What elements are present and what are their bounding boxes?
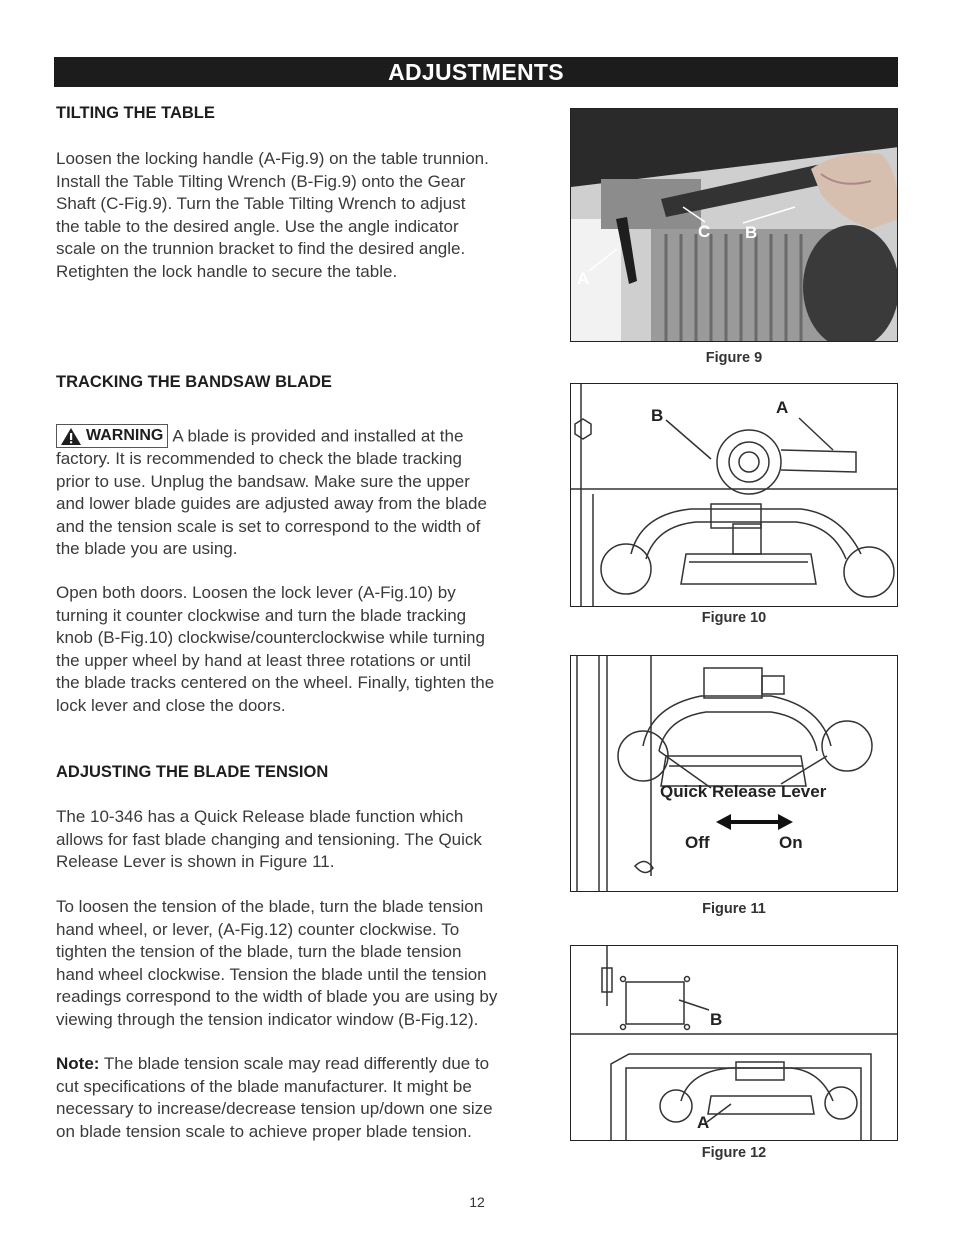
figure-10-caption: Figure 10 (701, 610, 767, 626)
fig11-on-label: On (779, 833, 803, 852)
text-line: tighten the tension of the blade, turn the blade tension (56, 942, 462, 961)
text-line: hand wheel, or lever, (A-Fig.12) counter clockwise. To (56, 919, 460, 939)
text-line: knob (B-Fig.10) clockwise/counterclockwise while turning (56, 628, 485, 647)
page-number: 12 (469, 1194, 485, 1210)
text-line: The blade tension scale may read differently due to (103, 1054, 490, 1073)
text-line: necessary to increase/decrease tension up/down one size (56, 1099, 493, 1118)
text-line: allows for fast blade changing and tensioning. The Quick (56, 829, 482, 849)
tracking-heading: TRACKING THE BANDSAW BLADE (56, 373, 332, 391)
warning-label: WARNING (86, 426, 164, 444)
fig10-label-a: A (776, 398, 789, 417)
section-header-bar (54, 57, 898, 87)
blade-tracking-knob-illustration (571, 384, 898, 607)
warning-triangle-icon (60, 427, 82, 446)
text-line: Shaft (C-Fig.9). Turn the Table Tilting Wrench to adjust (56, 194, 466, 213)
text-line: Retighten the lock handle to secure the table. (56, 261, 398, 281)
text-line: and the tension scale is set to correspond to the width of (56, 516, 481, 536)
fig10-label-b: B (651, 406, 664, 425)
text-line: Open both doors. Loosen the lock lever (A-Fig.10) by (56, 583, 456, 602)
tracking-paragraph (56, 582, 546, 717)
text-line: the blade you are using. (56, 539, 238, 558)
text-line: lock lever and close the doors. (56, 695, 286, 715)
blade-tension-illustration (571, 946, 898, 1141)
tension-note (56, 1053, 546, 1143)
figure-10-drawing (570, 383, 898, 607)
text-line: prior to use. Unplug the bandsaw. Make sure the upper (56, 471, 470, 491)
text-line: To loosen the tension of the blade, turn the blade tension (56, 897, 484, 916)
text-line: The 10-346 has a Quick Release blade function which (56, 807, 464, 826)
text-line: and lower blade guides are adjusted away from the blade (56, 494, 487, 513)
fig12-label-a: A (697, 1113, 710, 1132)
text-line: the table to the desired angle. Use the angle indicator (56, 216, 459, 236)
text-line: readings correspond to the width of blade you are using by (56, 987, 498, 1006)
fig12-label-b: B (710, 1010, 723, 1029)
warning-first-line (56, 424, 546, 448)
text-line: cut specifications of the blade manufacturer. It might be (56, 1076, 472, 1096)
figure-11-drawing (570, 655, 898, 892)
figure-12-drawing (570, 945, 898, 1141)
figure-12-caption: Figure 12 (701, 1145, 767, 1161)
fig11-off-label: Off (685, 833, 710, 852)
text-line: hand wheel clockwise. Tension the blade until the tension (56, 964, 487, 984)
figure-9-photo (570, 108, 898, 342)
text-line: factory. It is recommended to check the blade tracking (56, 449, 462, 468)
fig9-label-c: C (698, 222, 711, 241)
note-label: Note: (56, 1054, 100, 1073)
fig9-label-b: B (745, 223, 758, 242)
fig11-quick-release-label: Quick Release Lever (660, 782, 827, 801)
warning-badge (56, 424, 168, 448)
text-line: A blade is provided and installed at the (172, 426, 464, 446)
text-line: Loosen the locking handle (A-Fig.9) on the table trunnion. (56, 149, 489, 168)
figure-9-caption: Figure 9 (705, 350, 763, 366)
text-line: scale on the trunnion bracket to find the desired angle. (56, 239, 466, 258)
tension-paragraph-1 (56, 806, 546, 874)
tracking-warning-paragraph (56, 424, 546, 561)
text-line: turning it counter clockwise and turn the blade tracking (56, 605, 467, 625)
figure-11-caption: Figure 11 (702, 901, 766, 917)
tension-paragraph-2 (56, 896, 546, 1031)
tilting-heading: TILTING THE TABLE (56, 104, 215, 122)
text-line: on blade tension scale to achieve proper blade tension. (56, 1121, 472, 1141)
tension-heading: ADJUSTING THE BLADE TENSION (56, 763, 329, 781)
text-line: the upper wheel by hand at least three rotations or until (56, 650, 471, 670)
table-tilt-photo-illustration (571, 109, 898, 342)
tilting-paragraph (56, 148, 546, 283)
text-line: Install the Table Tilting Wrench (B-Fig.9) onto the Gear (56, 171, 466, 191)
section-title: ADJUSTMENTS (388, 59, 564, 85)
text-line: viewing through the tension indicator window (B-Fig.12). (56, 1009, 479, 1029)
text-line: Release Lever is shown in Figure 11. (56, 852, 335, 871)
text-line: the blade tracks centered on the wheel. Finally, tighten the (56, 673, 495, 692)
fig9-label-a: A (577, 269, 590, 288)
quick-release-lever-illustration (571, 656, 898, 892)
note-first-line (56, 1053, 546, 1076)
